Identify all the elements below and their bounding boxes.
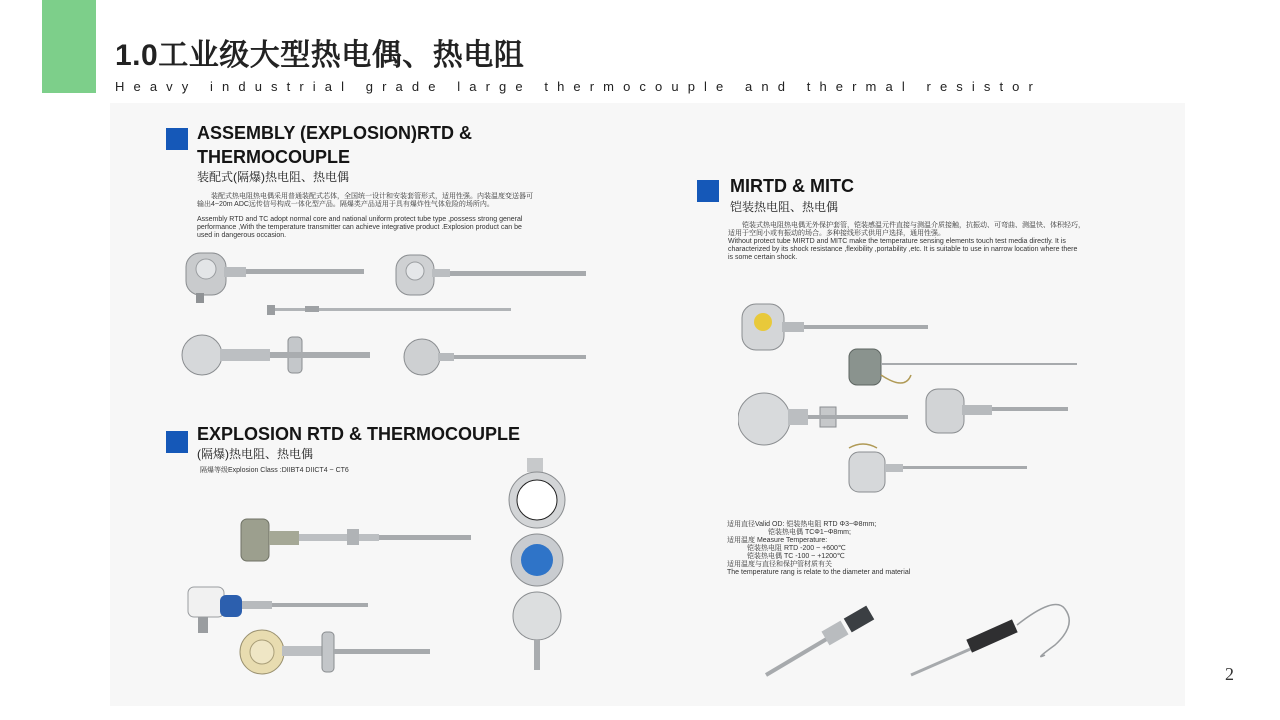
section-marker-mirtd (697, 180, 719, 202)
mirtd-probe-image-7 (905, 595, 1100, 680)
page-number: 2 (1225, 664, 1234, 684)
mirtd-probe-image-6 (760, 603, 900, 681)
mirtd-spec-2: 铠装热电偶 TCΦ1~Φ8mm; (768, 529, 851, 536)
mirtd-spec-4: 铠装热电阻 RTD -200 ~ +600℃ (747, 545, 846, 552)
mirtd-desc-cn-1: 铠装式热电阻热电偶无外保护套管，铠装感温元件直接与测温介质接触，抗振动、可弯曲、测温快、体积轻巧， (742, 222, 1085, 229)
explosion-probe-image-4 (503, 456, 575, 671)
mirtd-desc-cn-2: 适用于空间小或有振动的场合。多种接线形式供用户选择，通用性强。 (728, 230, 945, 237)
mirtd-desc-en-3: is some certain shock. (728, 254, 798, 261)
mirtd-spec-7: The temperature rang is relate to the diameter and material (727, 569, 911, 576)
assembly-probe-image-1 (170, 245, 370, 305)
assembly-title-line1: ASSEMBLY (EXPLOSION)RTD & (197, 123, 473, 143)
page-title: 1.0工业级大型热电偶、热电阻 (115, 39, 525, 72)
explosion-probe-image-1 (235, 513, 475, 571)
assembly-desc-en-3: used in dangerous occasion. (197, 232, 287, 239)
assembly-desc-en-2: performance ,With the temperature transmitter can achieve integrative product .Explosion product can be (197, 224, 522, 231)
explosion-probe-image-3 (236, 626, 436, 684)
mirtd-title: MIRTD & MITC (730, 176, 854, 196)
assembly-probe-image-2 (390, 249, 590, 304)
assembly-desc-cn-2: 输出4~20m ADC远传信号构成一体化型产品。隔爆类产品适用于具有爆炸性气体危险的场所内。 (197, 201, 494, 208)
mirtd-spec-1: 适用直径Valid OD: 铠装热电阻 RTD Φ3~Φ8mm; (727, 521, 877, 528)
explosion-title: EXPLOSION RTD & THERMOCOUPLE (197, 424, 521, 444)
assembly-probe-image-5 (400, 335, 590, 385)
title-accent-bar (42, 0, 96, 93)
product-catalog-panel (110, 103, 1185, 706)
mirtd-desc-en-1: Without protect tube MIRTD and MITC make the temperature sensing elements touch test media directly. It is (728, 238, 1066, 245)
mirtd-probe-image-4 (922, 385, 1072, 440)
assembly-title-cn: 装配式(隔爆)热电阻、热电偶 (197, 170, 349, 184)
section-marker-assembly (166, 128, 188, 150)
mirtd-probe-image-5 (845, 438, 1030, 496)
assembly-probe-image-4 (176, 331, 376, 386)
mirtd-spec-6: 适用温度与直径和保护管材质有关 (727, 561, 832, 568)
explosion-title-cn: (隔爆)热电阻、热电偶 (197, 447, 313, 461)
assembly-desc-en-1: Assembly RTD and TC adopt normal core and national uniform protect tube type ,possess strong general (197, 216, 523, 223)
mirtd-desc-en-2: characterized by its shock resistance ,flexibility ,portability ,etc. It is suitable to use in narrow location where there (728, 246, 1078, 253)
section-marker-explosion (166, 431, 188, 453)
assembly-desc-cn-1: 装配式热电阻热电偶采用普通装配式芯体，全国统一设计和安装套管形式，适用性强。内装温度变送器可 (211, 193, 533, 200)
assembly-probe-image-3 (265, 301, 515, 321)
mirtd-spec-5: 铠装热电偶 TC -100 ~ +1200℃ (747, 553, 845, 560)
explosion-class-text: 隔爆等级Explosion Class :DIIBT4 DIICT4 ~ CT6 (200, 467, 349, 474)
mirtd-spec-3: 适用温度 Measure Temperature: (727, 537, 828, 544)
mirtd-title-cn: 铠装热电阻、热电偶 (730, 200, 839, 214)
page-subtitle: Heavy industrial grade large thermocouple and thermal resistor (115, 79, 1042, 94)
assembly-title-line2: THERMOCOUPLE (197, 147, 350, 167)
